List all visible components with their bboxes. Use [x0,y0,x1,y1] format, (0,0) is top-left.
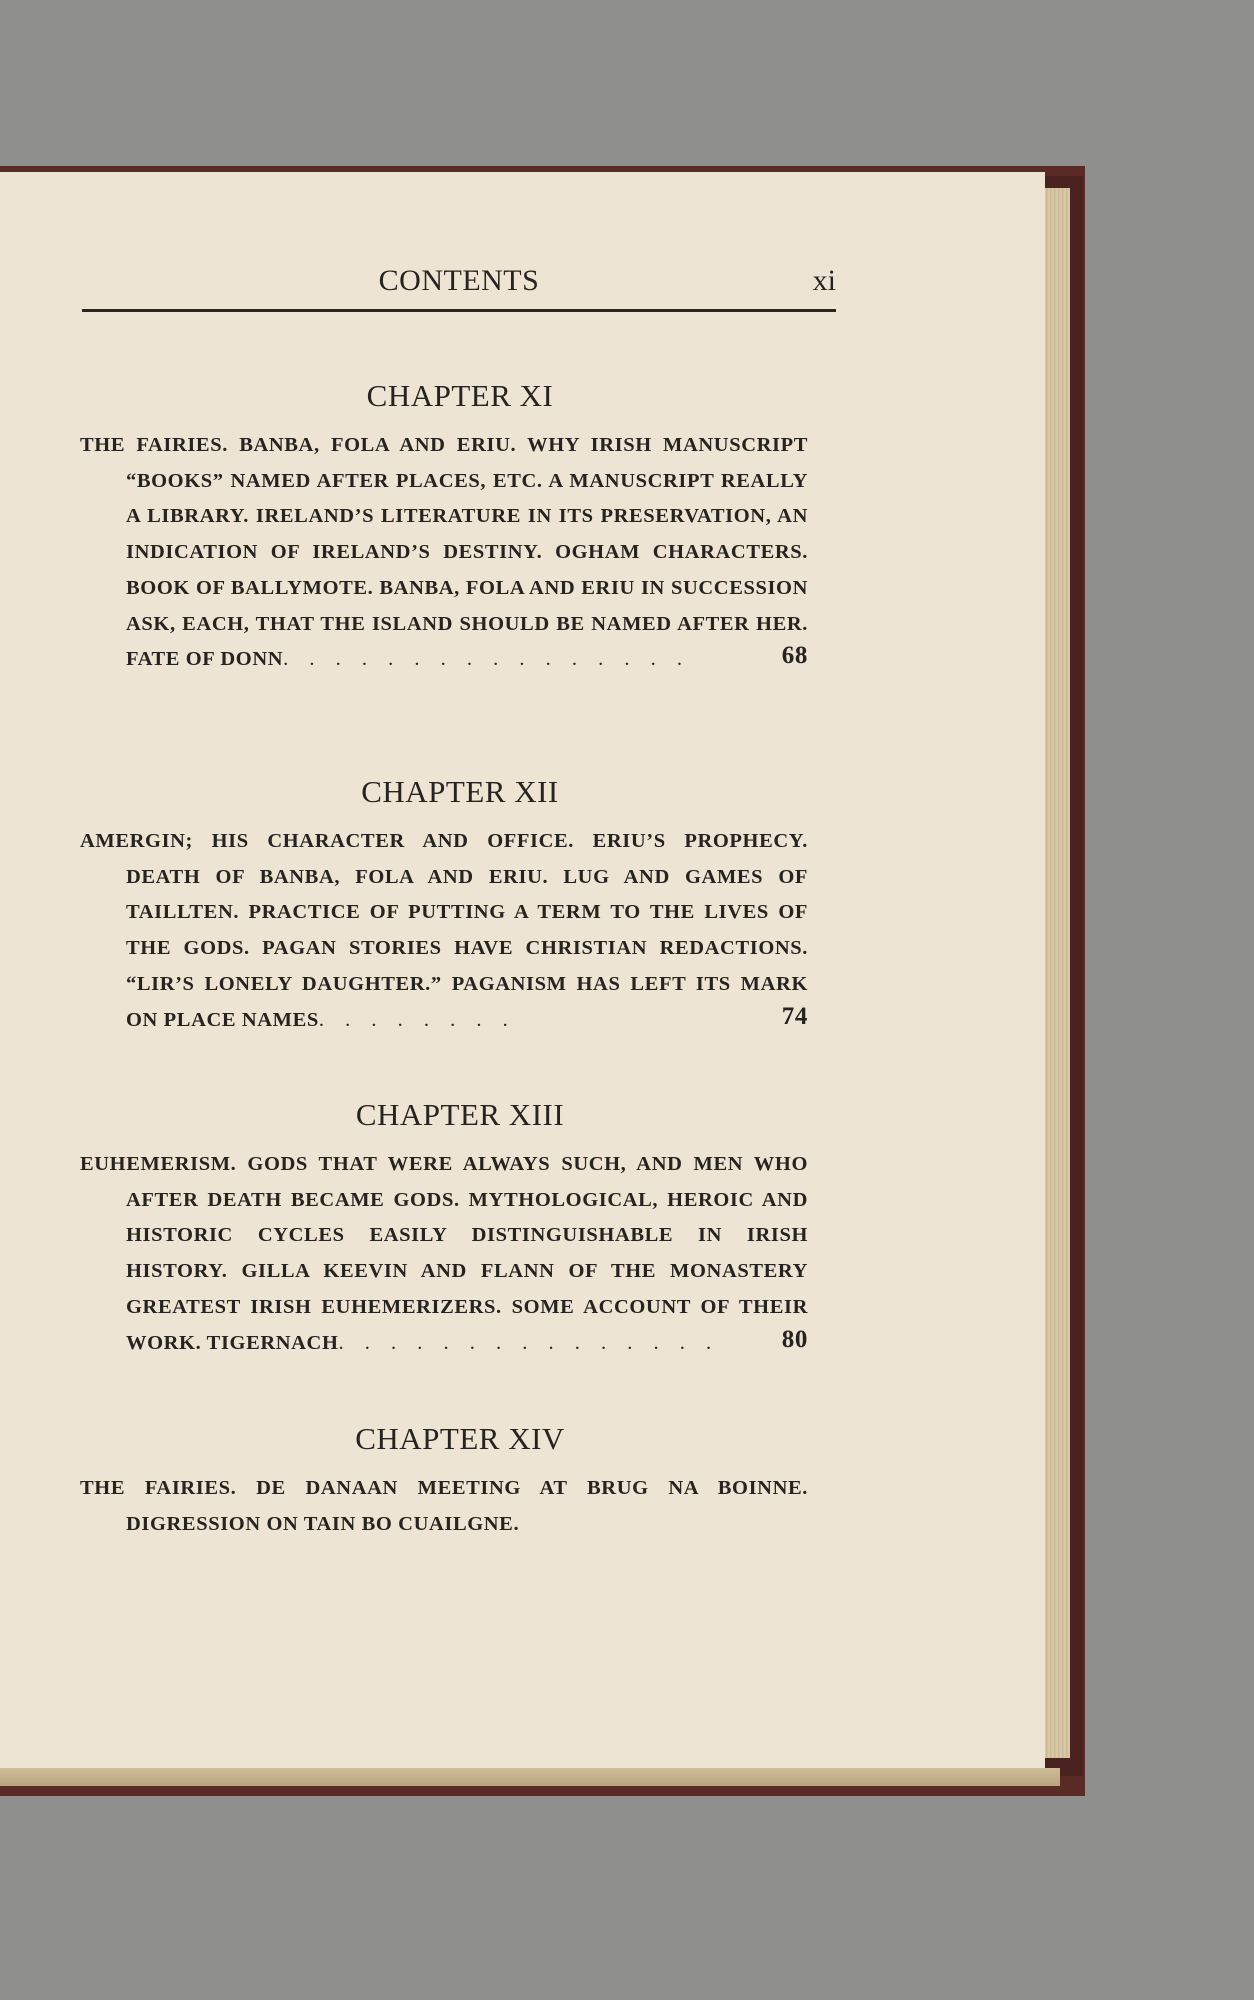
chapter-title: CHAPTER XI [366,378,554,413]
chapter-entry-xiii [80,1097,850,1361]
chapter-title: CHAPTER XIII [355,1097,565,1132]
dot-leaders: . . . . . . . . . . . . . . . [338,1331,720,1354]
running-title: CONTENTS [378,264,540,297]
running-header [82,264,836,310]
folio-number: xi [812,264,836,297]
chapter-summary [80,1147,808,1361]
chapter-title: CHAPTER XII [361,774,559,809]
chapter-summary [80,428,808,678]
dot-leaders: . . . . . . . . [318,1008,516,1031]
page-bottom-edge [0,1768,1060,1786]
chapter-entry-xi [80,378,850,678]
summary-text: EUHEMERISM. GODS THAT WERE ALWAYS SUCH, AND MEN WHO AFTER DEATH BECAME GODS. MYTHOLOGICAL, HEROIC AND HISTORIC CYCLES EASILY DISTINGUISHABLE IN IRISH HISTORY. GILLA KEEVIN AND FLANN OF THE MONASTERY GREATEST IRISH EUHEMERIZERS. SOME ACCOUNT OF THEIR WORK. TIGERNACH [80,1153,808,1354]
contents-page [0,172,1045,1768]
chapter-summary [80,824,808,1038]
header-rule [82,309,836,312]
summary-text: AMERGIN; HIS CHARACTER AND OFFICE. ERIU’S PROPHECY. DEATH OF BANBA, FOLA AND ERIU. LUG AND GAMES OF TAILLTEN. PRACTICE OF PUTTING A TERM TO THE LIVES OF THE GODS. PAGAN STORIES HAVE CHRISTIAN REDACTIONS. “LIR’S LONELY DAUGHTER.” PAGANISM HAS LEFT ITS MARK ON PLACE NAMES [80,830,808,1031]
chapter-summary [80,1471,808,1542]
chapter-entry-xii [80,774,850,1038]
summary-text: THE FAIRIES. DE DANAAN MEETING AT BRUG NA BOINNE. DIGRESSION ON TAIN BO CUAILGNE. [80,1477,808,1535]
dot-leaders: . . . . . . . . . . . . . . . . [283,648,691,671]
page-number: 68 [781,642,808,670]
page-number: 74 [781,1002,808,1030]
chapter-title: CHAPTER XIV [355,1421,565,1456]
summary-text: THE FAIRIES. BANBA, FOLA AND ERIU. WHY IRISH MANUSCRIPT “BOOKS” NAMED AFTER PLACES, ETC. A MANUSCRIPT REALLY A LIBRARY. IRELAND’S LITERATURE IN ITS PRESERVATION, AN INDICATION OF IRELAND’S DESTINY. OGHAM CHARACTERS. BOOK OF BALLYMOTE. BANBA, FOLA AND ERIU IN SUCCESSION ASK, EACH, THAT THE ISLAND SHOULD BE NAMED AFTER HER. FATE OF DONN [80,434,808,671]
page-number: 80 [781,1325,808,1353]
chapter-entry-xiv [80,1421,850,1542]
